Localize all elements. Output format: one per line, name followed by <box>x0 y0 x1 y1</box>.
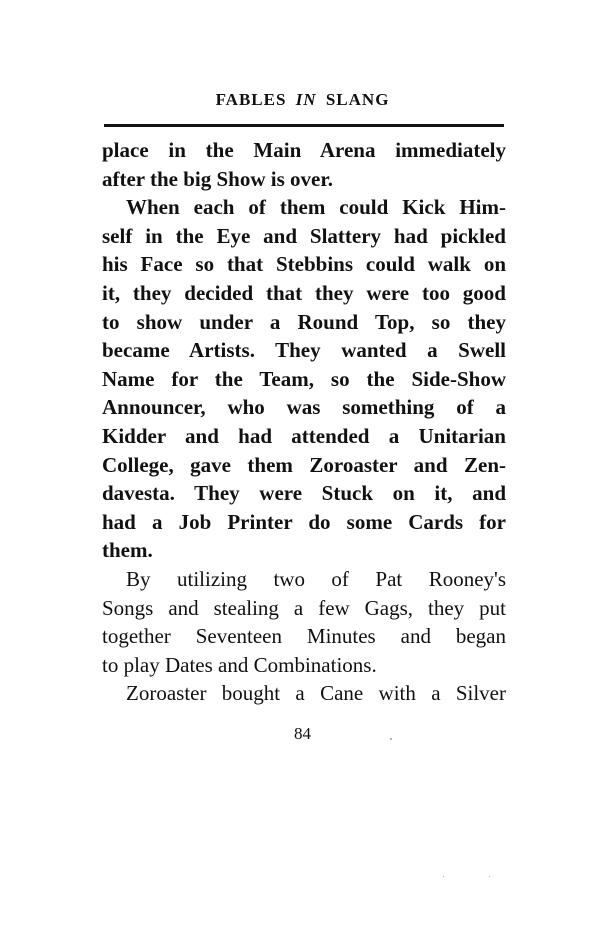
text-line: his Face so that Stebbins could walk on <box>102 252 506 277</box>
scan-speck <box>443 876 444 877</box>
text-line: them. <box>102 538 153 563</box>
text-line: College, gave them Zoroaster and Zen- <box>102 452 506 477</box>
text-line: Kidder and had attended a Unitarian <box>102 423 506 448</box>
text-line: self in the Eye and Slattery had pickled <box>102 223 506 248</box>
text-line: place in the Main Arena immediately <box>102 138 506 162</box>
scan-speck <box>489 876 490 877</box>
text-line: Zoroaster bought a Cane with a Silver <box>126 681 506 706</box>
body-text <box>102 136 506 708</box>
text-line: When each of them could Kick Him- <box>126 195 506 220</box>
text-line: Songs and stealing a few Gags, they put <box>102 595 506 620</box>
text-line: after the big Show is over. <box>102 166 333 191</box>
text-line: to play Dates and Combinations. <box>102 652 377 677</box>
text-line: to show under a Round Top, so they <box>102 309 506 334</box>
text-line: By utilizing two of Pat Rooney's <box>126 566 506 591</box>
text-line: Name for the Team, so the Side-Show <box>102 366 506 391</box>
text-line: davesta. They were Stuck on it, and <box>102 481 506 506</box>
text-line: Announcer, who was something of a <box>102 395 506 420</box>
running-head-word-1: FABLES <box>215 90 287 109</box>
scan-speck <box>390 738 392 740</box>
running-head <box>0 90 605 110</box>
text-line: together Seventeen Minutes and began <box>102 624 506 649</box>
text-line: had a Job Printer do some Cards for <box>102 509 506 534</box>
page-number: 84 <box>294 724 311 743</box>
header-rule <box>104 124 504 127</box>
text-line: it, they decided that they were too good <box>102 280 506 305</box>
running-head-word-3: SLANG <box>325 90 390 109</box>
text-line: became Artists. They wanted a Swell <box>102 338 506 363</box>
running-head-word-2: IN <box>295 90 317 109</box>
